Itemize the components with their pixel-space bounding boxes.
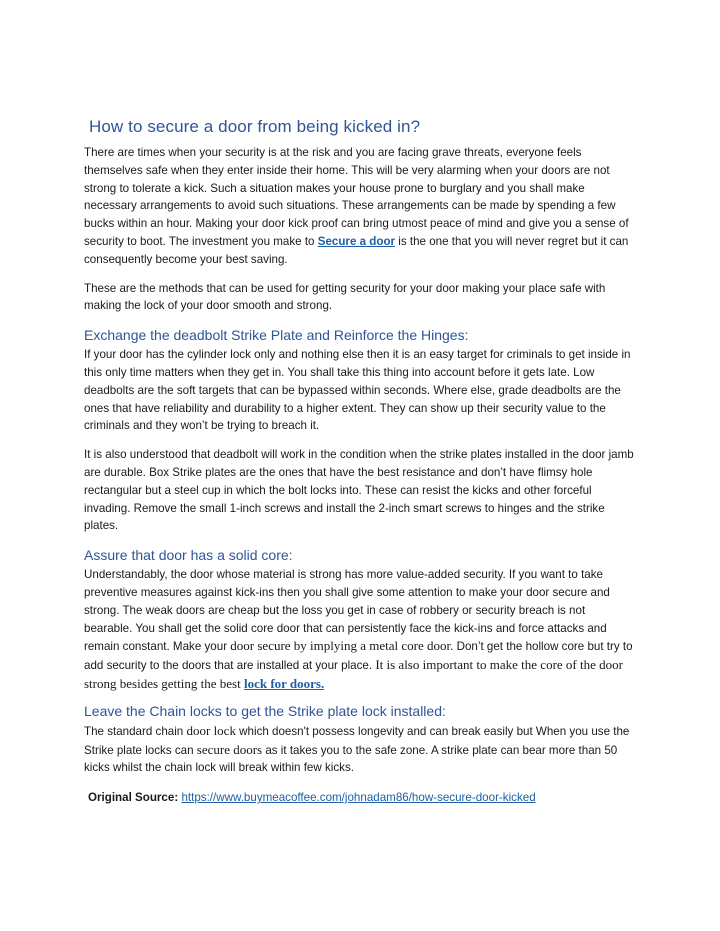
original-source-label: Original Source: — [88, 791, 179, 805]
original-source — [84, 789, 636, 807]
section-heading-solid-core: Assure that door has a solid core: — [84, 547, 293, 564]
section2-serif-text-1: door secure by implying a metal core door. — [230, 638, 454, 654]
secure-a-door-link[interactable]: Secure a door — [317, 234, 396, 248]
section-heading-chain-locks: Leave the Chain locks to get the Strike plate lock installed: — [84, 702, 446, 719]
section3-text-b: which doesn't possess longevity and can break easily but When you use the Strike plate locks can — [84, 724, 630, 757]
section2-link-period: . — [321, 675, 325, 691]
intro-text-a: There are times when your security is at the risk and you are facing grave threats, everyone feels themselves safe when they enter inside their home. This will be very alarming when your doors are not strong to tolerate a kick. Such a situation makes your house prone to burglary and you shall make necessary arrangements to avoid such situations. These arrangements can be made by spending a few bucks within an hour. Making your door kick proof can bring utmost peace of mind and give you a sense of security to boot. The investment you make to — [84, 146, 629, 248]
section2-paragraph-1 — [84, 566, 636, 694]
section2-text-a: Understandably, the door whose material is strong has more value-added security. If you want to take preventive measures against kick-ins then you shall give some attention to make your door secure and strong. The weak doors are cheap but the loss you get in case of robbery or security breach is not bearable. You shall get the solid core door that can persistently face the kick-ins and force attacks and remain constant. Make your — [84, 568, 610, 654]
section3-text-c: as it takes you to the safe zone. A strike plate can bear more than 50 kicks whilst the chain lock will break within few kicks. — [84, 743, 618, 775]
section2-serif-text-2: It is also important to make the core of the door strong besides getting the best — [84, 657, 623, 691]
page-title: How to secure a door from being kicked in? — [89, 117, 421, 136]
section3-serif-text-2: secure doors — [196, 741, 263, 757]
section3-paragraph-1 — [84, 722, 636, 777]
section2-text-b: Don’t get the hollow core but try to add security to the doors that are installed at your place. — [84, 640, 633, 673]
intro-paragraph-2: These are the methods that can be used for getting security for your door making your place safe with making the lock of your door smooth and strong. — [84, 281, 606, 313]
section-heading-strike-plate: Exchange the deadbolt Strike Plate and Reinforce the Hinges: — [84, 327, 469, 344]
lock-for-doors-link[interactable]: lock for doors — [243, 675, 321, 691]
original-source-link[interactable]: https://www.buymeacoffee.com/johnadam86/how-secure-door-kicked — [181, 791, 536, 805]
intro-text-b: is the one that you will never regret but it can consequently become your best saving. — [84, 234, 629, 266]
section3-serif-text-1: door lock — [186, 722, 236, 738]
section1-paragraph-2: It is also understood that deadbolt will work in the condition when the strike plates installed in the door jamb are durable. Box Strike plates are the ones that have the best resistance and don’t have flimsy hole rectangular but a steel cup in which the bolt locks into. These can resist the kicks and other forceful invading. Remove the small 1-inch screws and install the 2-inch smart screws to hinges and the strike plates. — [84, 448, 634, 533]
intro-paragraph-1 — [84, 144, 636, 269]
section1-paragraph-1: If your door has the cylinder lock only and nothing else then it is an easy target for criminals to get inside in this only time matters when they get in. You shall take this thing into account before it gets late. Low deadbolts are the soft targets that can be bypassed within seconds. Where else, grade deadbolts are the ones that have reliability and durability to a higher extent. They can show up their security value to the criminals and they won’t be trying to breach it. — [84, 348, 631, 433]
section3-text-a: The standard chain — [84, 724, 187, 738]
